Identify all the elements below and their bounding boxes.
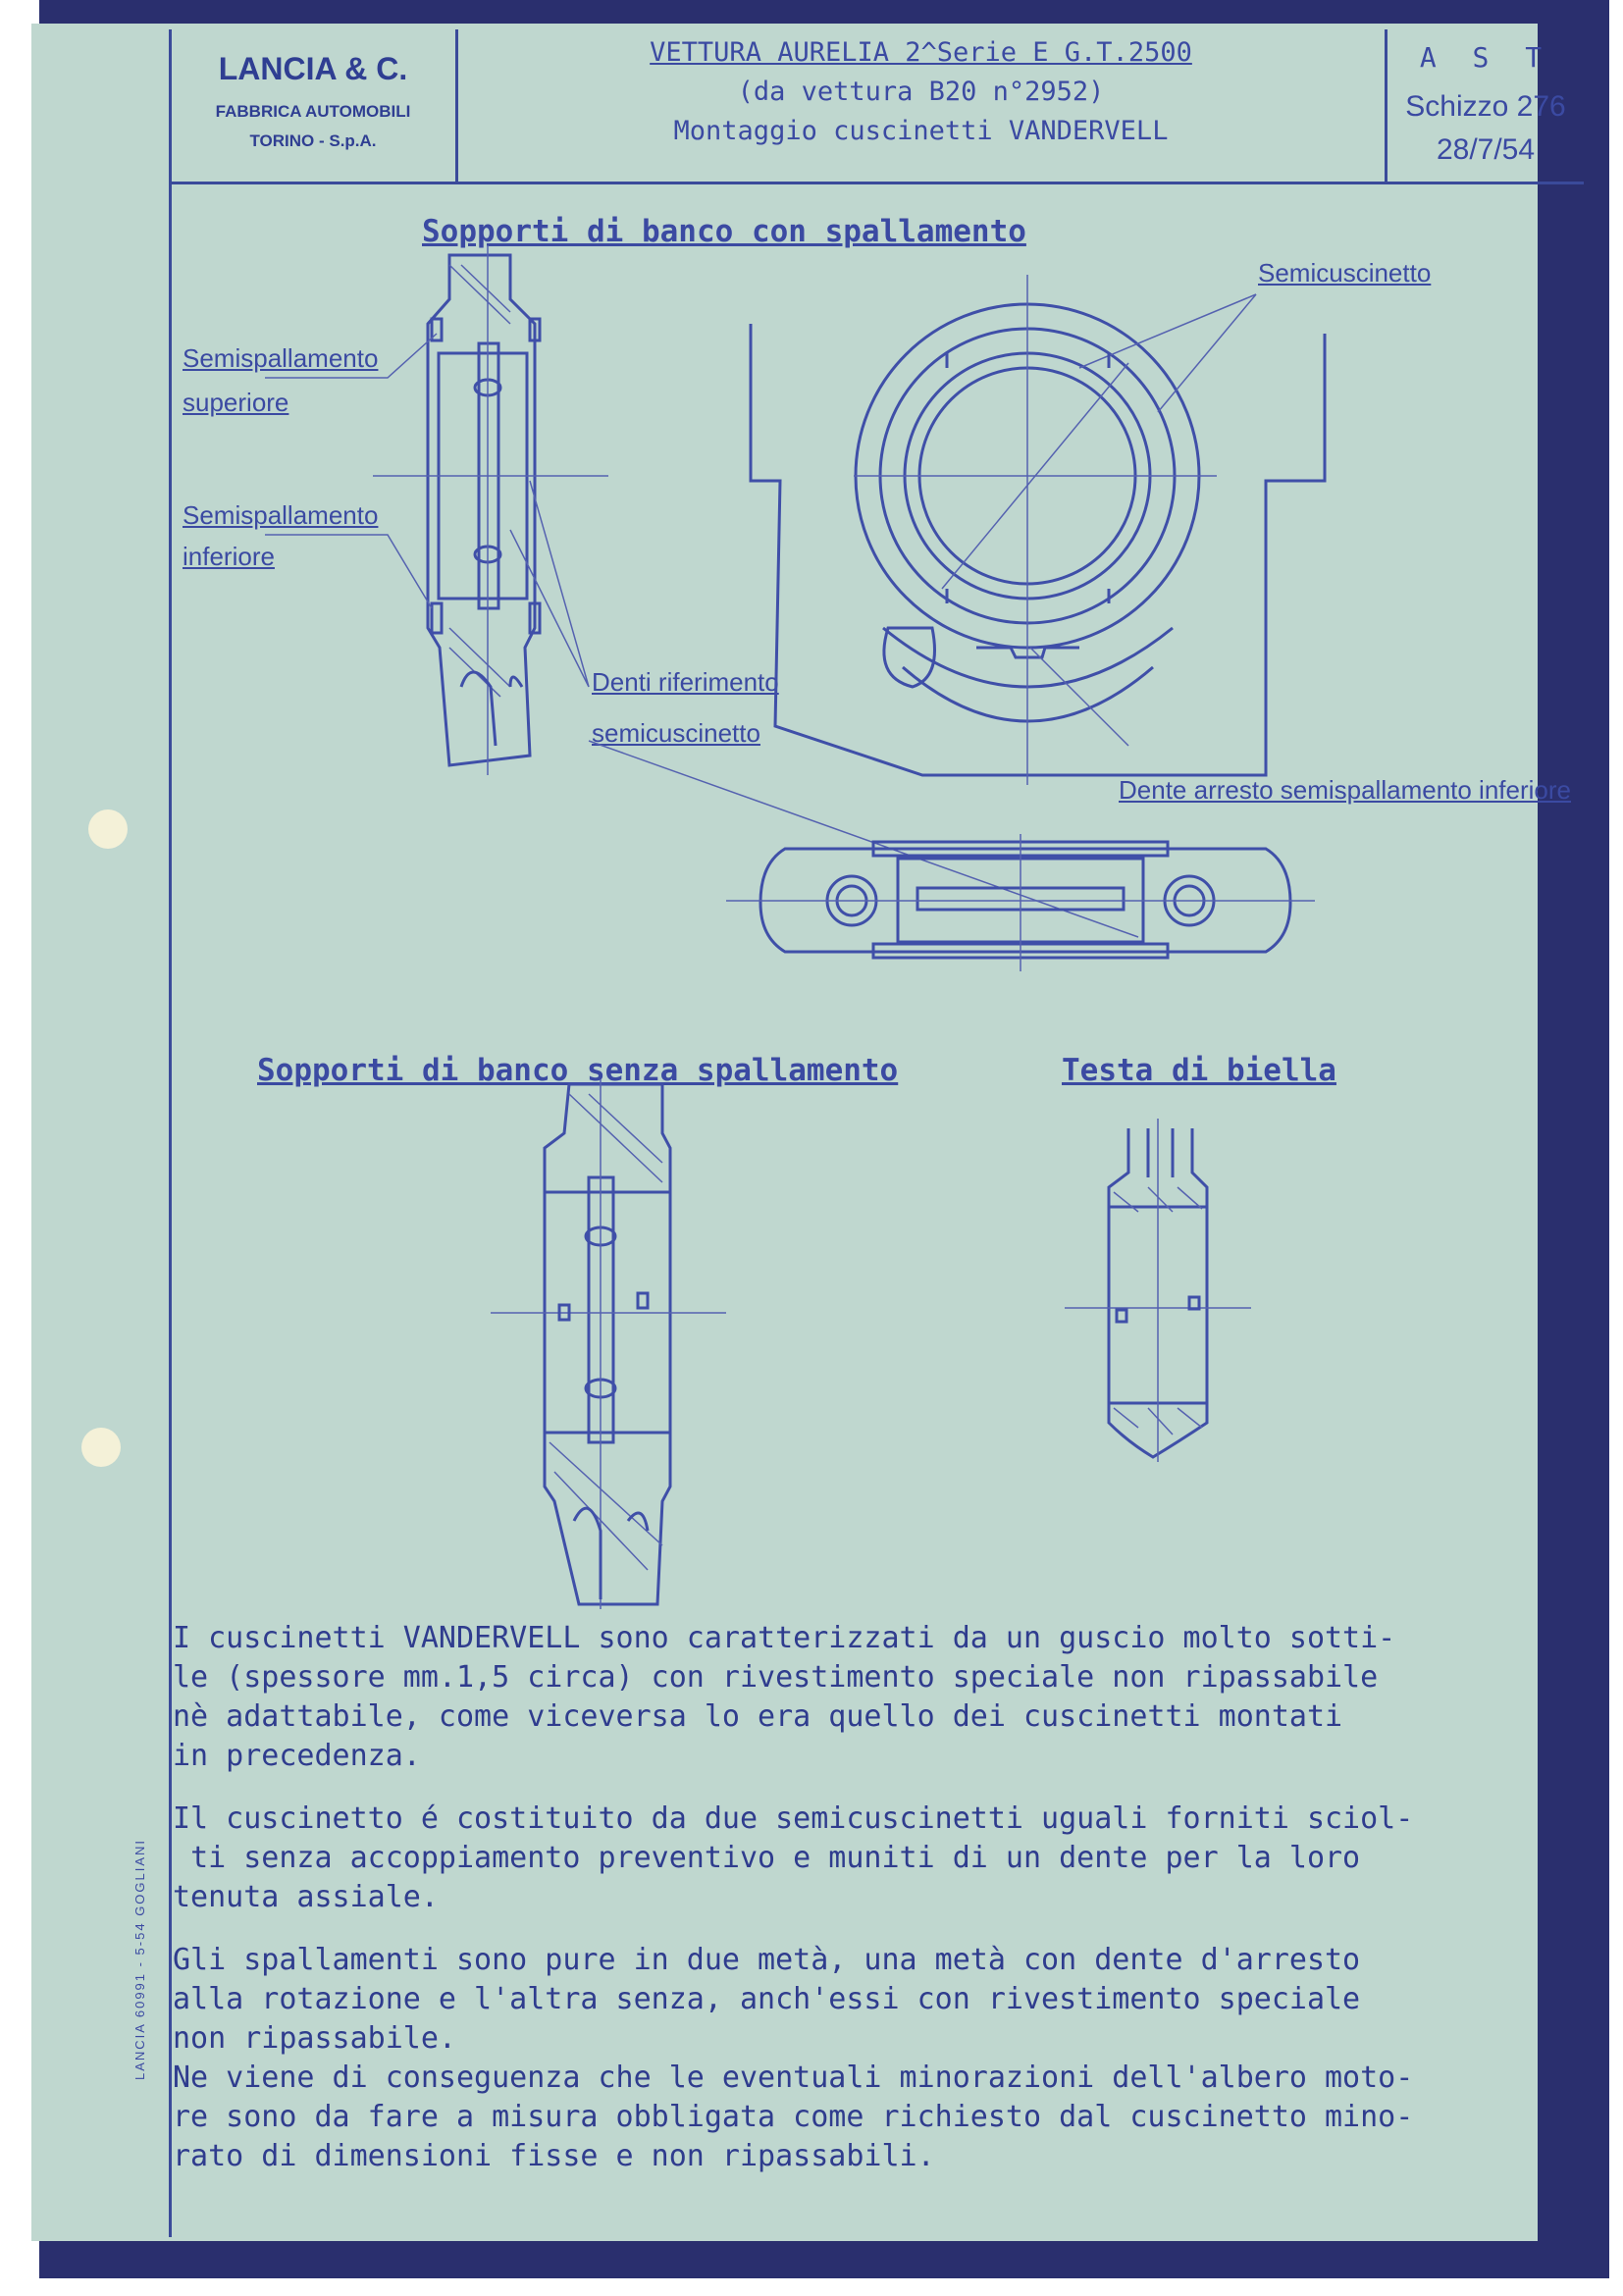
bearing-front-view	[751, 275, 1325, 785]
bearing-section-with-shoulder	[373, 245, 608, 775]
label-stop-tooth: Dente arresto semispallamento inferiore	[1119, 775, 1571, 805]
company-line-3: TORINO - S.p.A.	[249, 131, 377, 150]
heading-without-shoulder: Sopporti di banco senza spallamento	[257, 1053, 899, 1088]
title-line-1: VETTURA AURELIA 2^Serie E G.T.2500	[650, 37, 1192, 68]
conrod-big-end	[1065, 1119, 1251, 1462]
label-upper-shoulder-2: superiore	[183, 388, 289, 417]
bearing-cap-top-view	[726, 834, 1315, 971]
department-code: A S T	[1419, 41, 1552, 74]
heading-with-shoulder: Sopporti di banco con spallamento	[422, 214, 1026, 249]
sketch-number: Schizzo 276	[1405, 90, 1566, 123]
bearing-section-without-shoulder	[491, 1079, 726, 1609]
paragraph-3: Gli spallamenti sono pure in due metà, una metà con dente d'arresto alla rotazione e l'altra senza, anch'essi con rivestimento speciale non ripassabile. Ne viene di conseguenza che le eventuali minorazioni dell'albero moto- re sono da fare a misura obbligata come richiesto dal cuscinetto mino- rato di dimensioni fisse e non ripassabili.	[173, 1943, 1414, 2173]
label-ref-teeth-2: semicuscinetto	[592, 718, 760, 748]
company-line-2: FABBRICA AUTOMOBILI	[215, 102, 411, 121]
heading-conrod: Testa di biella	[1062, 1053, 1336, 1088]
label-ref-teeth-1: Denti riferimento	[592, 667, 779, 697]
label-half-bearing: Semicuscinetto	[1258, 258, 1432, 287]
title-line-2: (da vettura B20 n°2952)	[737, 77, 1105, 107]
label-upper-shoulder-1: Semispallamento	[183, 343, 379, 373]
paragraph-2: Il cuscinetto é costituito da due semicuscinetti uguali forniti sciol- ti senza accoppiamento preventivo e muniti di un dente per la loro tenuta assiale.	[173, 1801, 1414, 1914]
label-lower-shoulder-1: Semispallamento	[183, 500, 379, 530]
sketch-date: 28/7/54	[1436, 133, 1536, 166]
side-stamp: LANCIA 60991 - 5-54 GOGLIANI	[132, 1838, 147, 2080]
body-text	[173, 1619, 1566, 2200]
label-lower-shoulder-2: inferiore	[183, 542, 275, 571]
company-name: LANCIA & C.	[218, 51, 408, 86]
title-line-3: Montaggio cuscinetti VANDERVELL	[673, 116, 1169, 146]
paragraph-1: I cuscinetti VANDERVELL sono caratterizzati da un guscio molto sotti- le (spessore mm.1,5 circa) con rivestimento speciale non ripassabile nè adattabile, come viceversa lo era quello dei cuscinetti montati in precedenza.	[173, 1621, 1396, 1773]
